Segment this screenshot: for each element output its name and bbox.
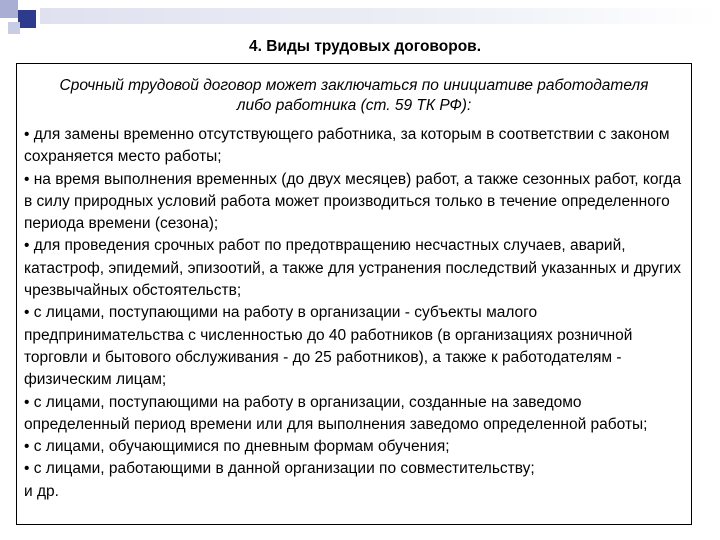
list-item: • для замены временно отсутствующего работника, за которым в соответствии с законом сохраняется место работы;: [24, 126, 670, 166]
deco-square-dark: [18, 10, 36, 28]
list-item: • с лицами, работающими в данной организации по совместительству;: [24, 460, 535, 478]
list-item: • для проведения срочных работ по предотвращению несчастных случаев, аварий, катастроф, эпидемий, эпизоотий, а также для устранения последствий указанных и других чрезвычайных обстоятельств;: [24, 237, 682, 300]
list-item: • с лицами, поступающими на работу в организации - субъекты малого предпринимательства с численностью до 40 работников (в организациях розничной торговли и бытового обслуживания - до 25 работников), а также к работодателям - физическим лицам;: [24, 304, 633, 389]
intro-text: Срочный трудовой договор может заключаться по инициативе работодателя либо работника (ст. 59 ТК РФ):: [59, 77, 649, 114]
list-item: и др.: [24, 482, 59, 500]
slide-title: 4. Виды трудовых договоров.: [248, 38, 481, 55]
header-decoration: [0, 0, 720, 40]
deco-square-light: [0, 0, 18, 18]
content-box: [16, 63, 692, 525]
header-gradient-band: [40, 8, 720, 24]
deco-square-light-small: [8, 22, 20, 34]
list-item: • с лицами, обучающимися по дневным формам обучения;: [24, 438, 450, 456]
list-item: • с лицами, поступающими на работу в организации, созданные на заведомо определенный период времени или для выполнения заведомо определенной работы;: [24, 393, 648, 433]
contract-grounds-list: [24, 124, 685, 503]
list-item: • на время выполнения временных (до двух месяцев) работ, а также сезонных работ, когда в силу природных условий работа может производиться только в течение определенного периода времени (сезона);: [24, 170, 682, 233]
